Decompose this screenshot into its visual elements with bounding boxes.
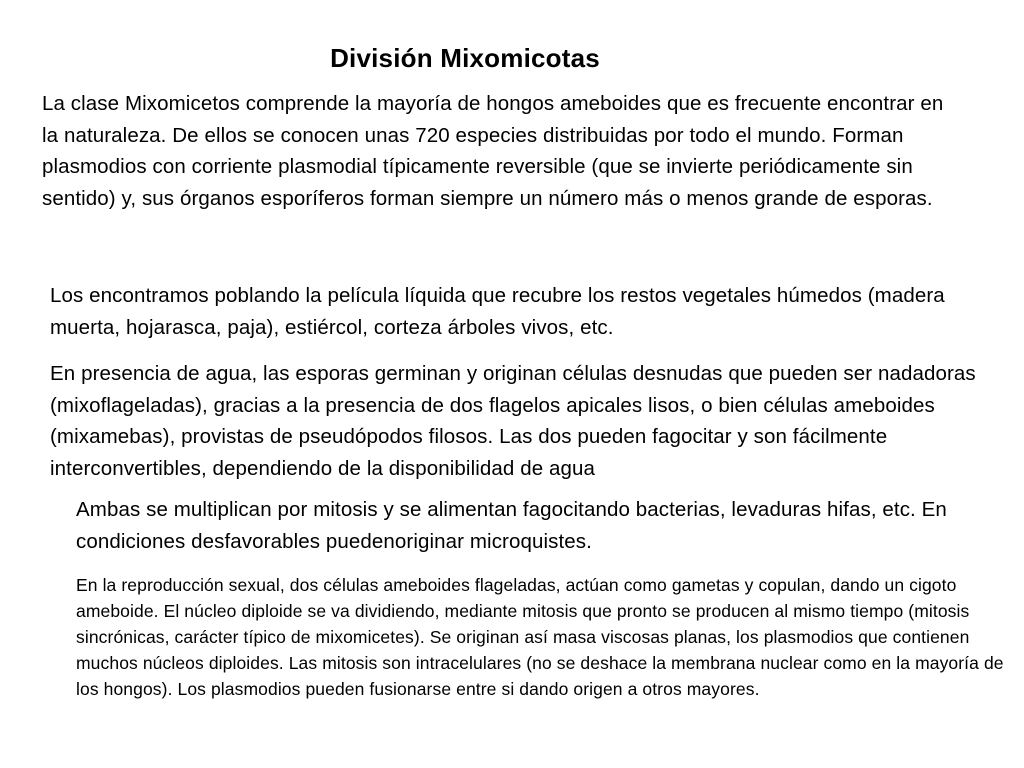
paragraph-habitat: Los encontramos poblando la película líquida que recubre los restos vegetales húmedos (madera muerta, hojarasca, paja), estiércol, corteza árboles vivos, etc.	[50, 284, 945, 339]
paragraph-reproduction: En la reproducción sexual, dos células ameboides flageladas, actúan como gametas y copulan, dando un cigoto ameboide. El núcleo diploide se va dividiendo, mediante mitosis que pronto se producen al mismo tiempo (mitosis sincrónicas, carácter típico de mixomicetes). Se originan así masa viscosas planas, los plasmodios que contienen muchos núcleos diploides. Las mitosis son intracelulares (no se deshace la membrana nuclear como en la mayoría de los hongos). Los plasmodios pueden fusionarse entre si dando origen a otros mayores.	[76, 575, 1004, 699]
paragraph-multiplication: Ambas se multiplican por mitosis y se alimentan fagocitando bacterias, levaduras hifas, etc. En condiciones desfavorables puedenoriginar microquistes.	[76, 498, 947, 553]
slide-title: División Mixomicotas	[330, 43, 600, 73]
paragraph-germination: En presencia de agua, las esporas germinan y originan células desnudas que pueden ser nadadoras (mixoflageladas), gracias a la presencia de dos flagelos apicales lisos, o bien células ameboides (mixamebas), provistas de pseudópodos filosos. Las dos pueden fagocitar y son fácilmente interconvertibles, dependiendo de la disponibilidad de agua	[50, 362, 976, 480]
paragraph-intro: La clase Mixomicetos comprende la mayoría de hongos ameboides que es frecuente encontrar en la naturaleza. De ellos se conocen unas 720 especies distribuidas por todo el mundo. Forman plasmodios con corriente plasmodial típicamente reversible (que se invierte periódicamente sin sentido) y, sus órganos esporíferos forman siempre un número más o menos grande de esporas.	[42, 92, 944, 210]
